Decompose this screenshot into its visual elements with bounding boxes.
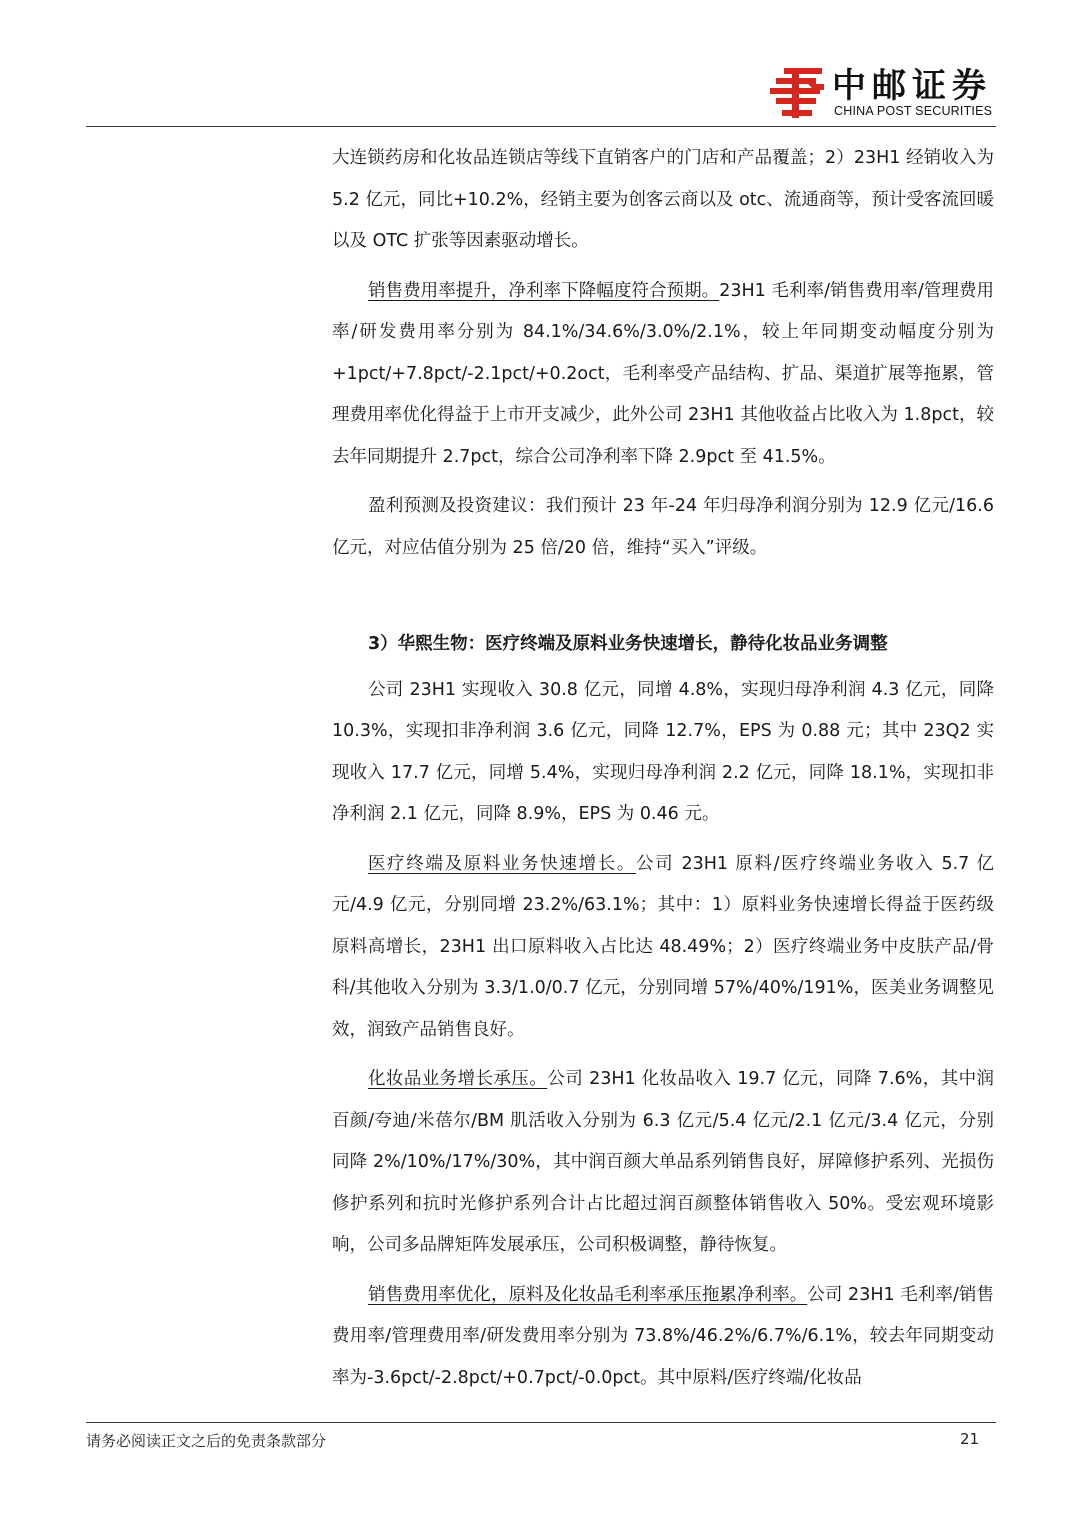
page-number: 21: [960, 1430, 980, 1448]
section-heading: 3）华熙生物：医疗终端及原料业务快速增长，静待化妆品业务调整: [368, 634, 888, 654]
footer-disclaimer: 请务必阅读正文之后的免责条款部分: [86, 1432, 327, 1450]
header-divider: [86, 126, 996, 127]
paragraph-text: 23H1 毛利率/销售费用率/管理费用率/研发费用率分别为 84.1%/34.6%/3.0%/2.1%，较上年同期变动幅度分别为+1pct/+7.8pct/-2.1pct/+0.2oct，毛利率受产品结构、扩品、渠道扩展等拖累，管理费用率优化得益于上市开支减少，此外公司 23H1 其他收益占比收入为 1.8pct，较去年同期提升 2.7pct，综合公司净利率下降 2.9pct 至 41.5%。: [332, 280, 995, 467]
paragraph-cosmetics: [332, 1059, 994, 1267]
logo-english-text: CHINA POST SECURITIES: [834, 104, 993, 118]
logo-chinese-text: 中邮证券: [832, 66, 992, 106]
footer-divider: [86, 1422, 996, 1423]
paragraph-revenue: 公司 23H1 实现收入 30.8 亿元，同增 4.8%，实现归母净利润 4.3 亿元，同降 10.3%，实现扣非净利润 3.6 亿元，同降 12.7%，EPS 为 0.88 元；其中 23Q2 实现收入 17.7 亿元，同增 5.4%，实现归母净利润 2.2 亿元，同降 18.1%，实现扣非净利润 2.1 亿元，同降 8.9%，EPS 为 0.46 元。: [332, 679, 994, 824]
paragraph-distribution: 大连锁药房和化妆品连锁店等线下直销客户的门店和产品覆盖；2）23H1 经销收入为 5.2 亿元，同比+10.2%，经销主要为创客云商以及 otc、流通商等，预计受客流回暖以及 OTC 扩张等因素驱动增长。: [332, 148, 994, 251]
paragraph-lead: 医疗终端及原料业务快速增长。: [368, 853, 637, 874]
report-body: [332, 138, 994, 1399]
paragraph-text: 公司 23H1 毛利率/销售费用率/管理费用率/研发费用率分别为 73.8%/46.2%/6.7%/6.1%，较去年同期变动率为-3.6pct/-2.8pct/+0.7pct/-0.0pct。其中原料/医疗终端/化妆品: [332, 1284, 995, 1388]
paragraph-lead: 销售费用率优化，原料及化妆品毛利率承压拖累净利率。: [368, 1284, 808, 1305]
company-logo: [768, 64, 1000, 124]
paragraph-lead: 化妆品业务增长承压。: [368, 1069, 548, 1089]
paragraph-forecast: 盈利预测及投资建议：我们预计 23 年-24 年归母净利润分别为 12.9 亿元/16.6 亿元，对应估值分别为 25 倍/20 倍，维持“买入”评级。: [332, 496, 994, 558]
china-post-logo-icon: [768, 64, 826, 122]
paragraph-lead: 销售费用率提升，净利率下降幅度符合预期。: [368, 280, 720, 301]
paragraph-medical: [332, 844, 994, 1052]
paragraph-text: 公司 23H1 化妆品收入 19.7 亿元，同降 7.6%，其中润百颜/夸迪/米蓓尔/BM 肌活收入分别为 6.3 亿元/5.4 亿元/2.1 亿元/3.4 亿元，分别同降 2%/10%/17%/30%，其中润百颜大单品系列销售良好，屏障修护系列、光损伤修护系列和抗时光修护系列合计占比超过润百颜整体销售收入 50%。受宏观环境影响，公司多品牌矩阵发展承压，公司积极调整，静待恢复。: [332, 1069, 994, 1255]
paragraph-expense-rate: [332, 271, 994, 479]
paragraph-text: 公司 23H1 原料/医疗终端业务收入 5.7 亿元/4.9 亿元，分别同增 23.2%/63.1%；其中：1）原料业务快速增长得益于医药级原料高增长，23H1 出口原料收入占比达 48.49%；2）医疗终端业务中皮肤产品/骨科/其他收入分别为 3.3/1.0/0.7 亿元，分别同增 57%/40%/191%，医美业务调整见效，润致产品销售良好。: [332, 853, 994, 1040]
paragraph-margin: [332, 1275, 994, 1400]
